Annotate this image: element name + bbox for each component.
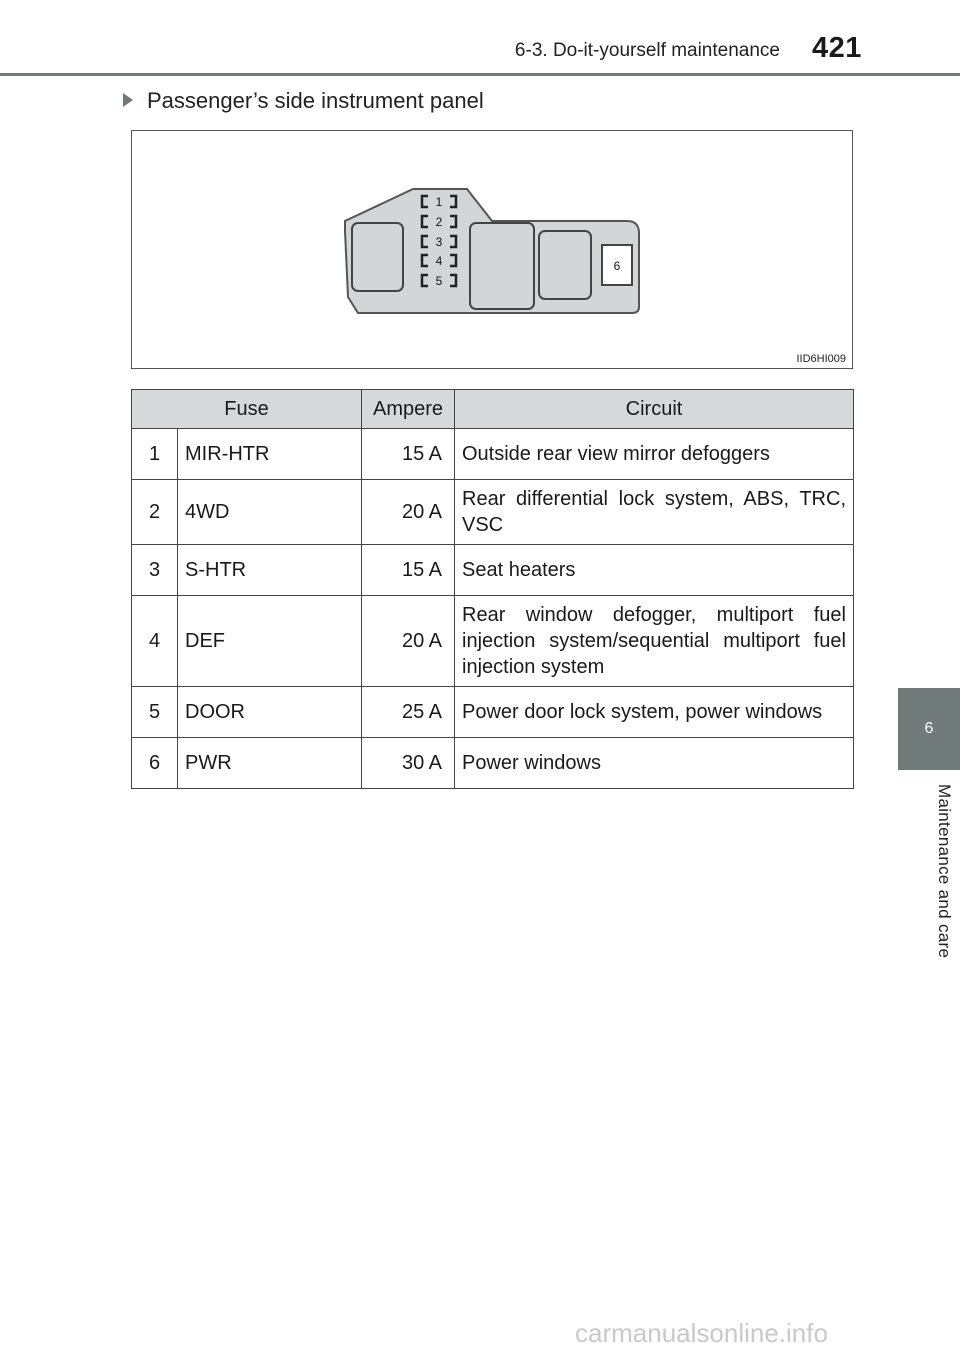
header-section-title: 6-3. Do-it-yourself maintenance	[514, 40, 780, 61]
table-row	[132, 429, 854, 480]
fuse-label-4: 4	[435, 254, 443, 268]
fuse-ampere: 15 A	[362, 429, 455, 480]
fuse-name: S-HTR	[178, 545, 362, 596]
right-relay	[539, 231, 591, 299]
fuse-label-1: 1	[435, 195, 443, 209]
table-row	[132, 687, 854, 738]
center-relay	[470, 223, 534, 309]
table-header-row	[132, 390, 854, 429]
fuse-label-3: 3	[435, 235, 443, 249]
table-row	[132, 545, 854, 596]
figure-id: IID6HI009	[796, 353, 846, 365]
fuse-name: MIR-HTR	[178, 429, 362, 480]
triangle-bullet-icon	[123, 93, 133, 107]
fuse-name: PWR	[178, 738, 362, 789]
chapter-tab: 6	[898, 688, 960, 770]
fuse-table	[131, 389, 854, 789]
fuse-number: 5	[132, 687, 178, 738]
fuse-ampere: 15 A	[362, 545, 455, 596]
fuse-box-figure	[131, 130, 853, 369]
header-rule	[0, 73, 960, 76]
fuse-number: 2	[132, 480, 178, 545]
fuse-name: 4WD	[178, 480, 362, 545]
table-row	[132, 596, 854, 687]
fuse-name: DOOR	[178, 687, 362, 738]
fuse-circuit: Rear window defogger, multiport fuel injection system/sequential multiport fuel injection system	[455, 596, 854, 687]
table-row	[132, 480, 854, 545]
header-circuit: Circuit	[455, 390, 854, 429]
fuse-circuit: Power windows	[455, 738, 854, 789]
table-row	[132, 738, 854, 789]
fuse-label-6: 6	[613, 259, 621, 273]
section-title-text: Passenger’s side instrument panel	[147, 88, 484, 113]
left-relay	[352, 223, 403, 291]
fuse-ampere: 20 A	[362, 596, 455, 687]
fuse-circuit: Seat heaters	[455, 545, 854, 596]
fuse-number: 4	[132, 596, 178, 687]
fuse-ampere: 25 A	[362, 687, 455, 738]
watermark: carmanualsonline.info	[575, 1318, 828, 1348]
header-ampere: Ampere	[362, 390, 455, 429]
fuse-circuit: Power door lock system, power windows	[455, 687, 854, 738]
fuse-circuit: Rear differential lock system, ABS, TRC, VSC	[455, 480, 854, 545]
fuse-number: 1	[132, 429, 178, 480]
header-fuse: Fuse	[132, 390, 362, 429]
fuse-number: 6	[132, 738, 178, 789]
fuse-label-2: 2	[435, 215, 443, 229]
fuse-label-5: 5	[435, 274, 443, 288]
fuse-circuit: Outside rear view mirror defoggers	[455, 429, 854, 480]
fuse-ampere: 30 A	[362, 738, 455, 789]
fuse-number: 3	[132, 545, 178, 596]
chapter-label: Maintenance and care	[935, 784, 954, 959]
page-number: 421	[812, 32, 862, 64]
fuse-name: DEF	[178, 596, 362, 687]
fuse-box-diagram	[132, 131, 852, 368]
section-title	[123, 88, 484, 114]
fuse-ampere: 20 A	[362, 480, 455, 545]
